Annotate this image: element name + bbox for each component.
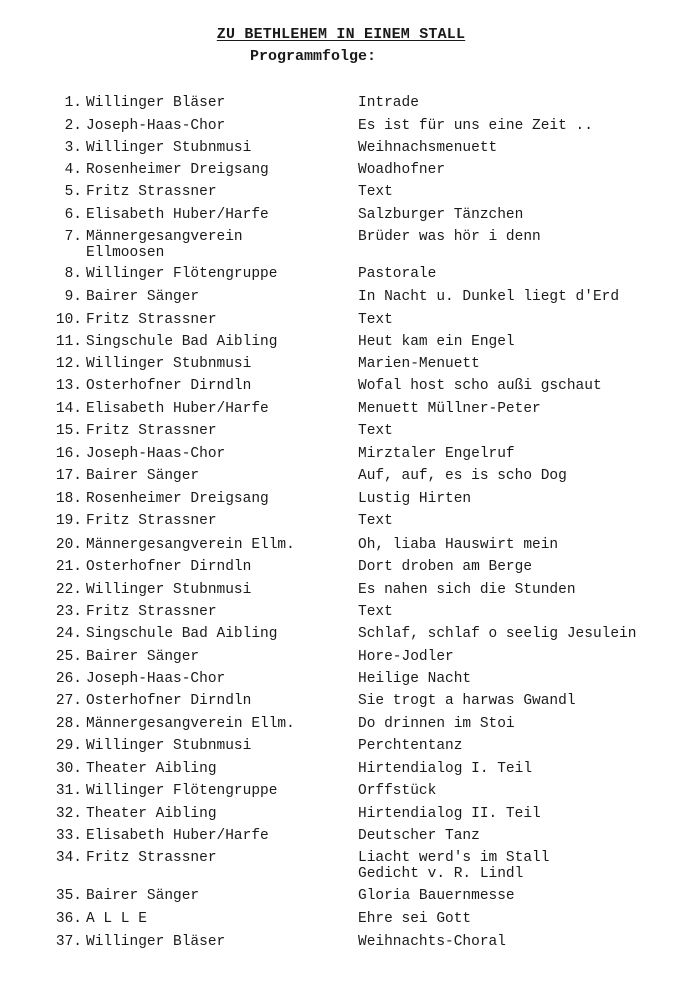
- page-title: ZU BETHLEHEM IN EINEM STALL: [216, 26, 466, 43]
- program-performer: [86, 934, 346, 950]
- piece-line: Hore-Jodler: [358, 649, 454, 665]
- program-performer: [86, 888, 346, 904]
- program-number: 10.: [55, 312, 82, 328]
- program-piece: [358, 537, 678, 553]
- program-number: 28.: [55, 716, 82, 732]
- program-piece: [358, 184, 678, 200]
- program-performer: [86, 911, 346, 927]
- piece-line: Es nahen sich die Stunden: [358, 582, 576, 598]
- program-piece: [358, 401, 678, 417]
- piece-line: Menuett Müllner-Peter: [358, 401, 541, 417]
- program-number: 29.: [55, 738, 82, 754]
- piece-line: Heut kam ein Engel: [358, 334, 515, 350]
- program-number: 32.: [55, 806, 82, 822]
- program-performer: [86, 513, 346, 529]
- performer-line: Männergesangverein Ellm.: [86, 537, 295, 553]
- program-performer: [86, 761, 346, 777]
- program-number: 34.: [55, 850, 82, 866]
- program-piece: [358, 911, 678, 927]
- program-number: 12.: [55, 356, 82, 372]
- program-performer: [86, 828, 346, 844]
- performer-line: Männergesangverein Ellm.: [86, 716, 295, 732]
- piece-line: Brüder was hör i denn: [358, 229, 541, 245]
- program-performer: [86, 582, 346, 598]
- program-performer: [86, 693, 346, 709]
- performer-line: Fritz Strassner: [86, 850, 217, 866]
- piece-line: Hirtendialog II. Teil: [358, 806, 541, 822]
- program-performer: [86, 266, 346, 282]
- program-performer: [86, 446, 346, 462]
- performer-line: Willinger Stubnmusi: [86, 738, 252, 754]
- performer-line: Fritz Strassner: [86, 513, 217, 529]
- program-performer: [86, 716, 346, 732]
- program-number: 37.: [55, 934, 82, 950]
- program-piece: [358, 446, 678, 462]
- performer-line: Osterhofner Dirndln: [86, 378, 252, 394]
- program-piece: [358, 626, 678, 642]
- performer-line: Osterhofner Dirndln: [86, 559, 252, 575]
- piece-line: Orffstück: [358, 783, 437, 799]
- program-piece: [358, 289, 678, 305]
- performer-line-2: Ellmoosen: [86, 245, 165, 261]
- performer-line: Elisabeth Huber/Harfe: [86, 401, 269, 417]
- program-piece: [358, 582, 678, 598]
- program-number: 17.: [55, 468, 82, 484]
- performer-line: Joseph-Haas-Chor: [86, 671, 226, 687]
- performer-line: Rosenheimer Dreigsang: [86, 491, 269, 507]
- program-performer: [86, 229, 346, 261]
- piece-line: Marien-Menuett: [358, 356, 480, 372]
- program-piece: [358, 850, 678, 882]
- performer-line: Elisabeth Huber/Harfe: [86, 207, 269, 223]
- performer-line: Rosenheimer Dreigsang: [86, 162, 269, 178]
- program-piece: [358, 312, 678, 328]
- piece-line: Salzburger Tänzchen: [358, 207, 524, 223]
- program-piece: [358, 888, 678, 904]
- program-number: 15.: [55, 423, 82, 439]
- page-subtitle: Programmfolge:: [250, 48, 377, 65]
- program-number: 7.: [64, 229, 82, 245]
- program-piece: [358, 229, 678, 245]
- program-performer: [86, 783, 346, 799]
- program-performer: [86, 738, 346, 754]
- program-number: 14.: [55, 401, 82, 417]
- program-piece: [358, 828, 678, 844]
- program-performer: [86, 118, 346, 134]
- piece-line: Text: [358, 184, 393, 200]
- program-piece: [358, 738, 678, 754]
- program-number: 20.: [55, 537, 82, 553]
- program-piece: [358, 118, 678, 134]
- performer-line: Willinger Bläser: [86, 95, 226, 111]
- performer-line: Männergesangverein: [86, 229, 243, 245]
- program-number: 6.: [64, 207, 82, 223]
- piece-line: Heilige Nacht: [358, 671, 472, 687]
- program-piece: [358, 783, 678, 799]
- program-piece: [358, 423, 678, 439]
- program-performer: [86, 423, 346, 439]
- program-performer: [86, 806, 346, 822]
- program-performer: [86, 312, 346, 328]
- performer-line: Fritz Strassner: [86, 604, 217, 620]
- performer-line: Singschule Bad Aibling: [86, 334, 278, 350]
- program-number: 33.: [55, 828, 82, 844]
- performer-line: Bairer Sänger: [86, 888, 200, 904]
- piece-line: Lustig Hirten: [358, 491, 472, 507]
- piece-line: Deutscher Tanz: [358, 828, 480, 844]
- program-performer: [86, 207, 346, 223]
- piece-line: Schlaf, schlaf o seelig Jesulein: [358, 626, 637, 642]
- program-piece: [358, 207, 678, 223]
- performer-line: Fritz Strassner: [86, 423, 217, 439]
- program-piece: [358, 266, 678, 282]
- program-performer: [86, 95, 346, 111]
- performer-line: Willinger Stubnmusi: [86, 582, 252, 598]
- piece-line-2: Gedicht v. R. Lindl: [358, 866, 524, 882]
- program-performer: [86, 140, 346, 156]
- program-number: 22.: [55, 582, 82, 598]
- program-performer: [86, 356, 346, 372]
- program-piece: [358, 513, 678, 529]
- performer-line: Fritz Strassner: [86, 312, 217, 328]
- program-piece: [358, 334, 678, 350]
- performer-line: Joseph-Haas-Chor: [86, 118, 226, 134]
- piece-line: Mirztaler Engelruf: [358, 446, 515, 462]
- program-piece: [358, 162, 678, 178]
- program-piece: [358, 140, 678, 156]
- performer-line: Theater Aibling: [86, 761, 217, 777]
- program-number: 2.: [64, 118, 82, 134]
- program-number: 23.: [55, 604, 82, 620]
- program-performer: [86, 537, 346, 553]
- program-piece: [358, 716, 678, 732]
- program-number: 8.: [64, 266, 82, 282]
- program-piece: [358, 559, 678, 575]
- performer-line: Fritz Strassner: [86, 184, 217, 200]
- piece-line: Weihnachts-Choral: [358, 934, 506, 950]
- program-performer: [86, 649, 346, 665]
- program-performer: [86, 378, 346, 394]
- piece-line: Pastorale: [358, 266, 437, 282]
- piece-line: Do drinnen im Stoi: [358, 716, 515, 732]
- piece-line: Text: [358, 423, 393, 439]
- piece-line: Wofal host scho außi gschaut: [358, 378, 602, 394]
- program-number: 30.: [55, 761, 82, 777]
- piece-line: Text: [358, 604, 393, 620]
- program-performer: [86, 401, 346, 417]
- program-number: 26.: [55, 671, 82, 687]
- piece-line: Oh, liaba Hauswirt mein: [358, 537, 559, 553]
- performer-line: Willinger Bläser: [86, 934, 226, 950]
- piece-line: Sie trogt a harwas Gwandl: [358, 693, 576, 709]
- program-number: 11.: [55, 334, 82, 350]
- program-piece: [358, 671, 678, 687]
- performer-line: Singschule Bad Aibling: [86, 626, 278, 642]
- program-number: 31.: [55, 783, 82, 799]
- program-piece: [358, 806, 678, 822]
- program-piece: [358, 378, 678, 394]
- program-performer: [86, 671, 346, 687]
- piece-line: Gloria Bauernmesse: [358, 888, 515, 904]
- performer-line: Joseph-Haas-Chor: [86, 446, 226, 462]
- program-number: 21.: [55, 559, 82, 575]
- performer-line: Osterhofner Dirndln: [86, 693, 252, 709]
- program-piece: [358, 934, 678, 950]
- program-piece: [358, 491, 678, 507]
- program-piece: [358, 649, 678, 665]
- piece-line: Text: [358, 312, 393, 328]
- program-number: 25.: [55, 649, 82, 665]
- program-piece: [358, 693, 678, 709]
- piece-line: Liacht werd's im Stall: [358, 850, 550, 866]
- performer-line: Elisabeth Huber/Harfe: [86, 828, 269, 844]
- program-number: 13.: [55, 378, 82, 394]
- program-piece: [358, 356, 678, 372]
- performer-line: Bairer Sänger: [86, 289, 200, 305]
- program-performer: [86, 559, 346, 575]
- piece-line: Text: [358, 513, 393, 529]
- program-performer: [86, 491, 346, 507]
- performer-line: Willinger Flötengruppe: [86, 783, 278, 799]
- performer-line: Willinger Flötengruppe: [86, 266, 278, 282]
- program-number: 35.: [55, 888, 82, 904]
- program-performer: [86, 850, 346, 866]
- piece-line: Perchtentanz: [358, 738, 463, 754]
- program-performer: [86, 334, 346, 350]
- program-number: 16.: [55, 446, 82, 462]
- program-number: 36.: [55, 911, 82, 927]
- program-performer: [86, 604, 346, 620]
- program-performer: [86, 626, 346, 642]
- performer-line: Willinger Stubnmusi: [86, 140, 252, 156]
- program-number: 19.: [55, 513, 82, 529]
- program-number: 18.: [55, 491, 82, 507]
- program-performer: [86, 162, 346, 178]
- program-number: 27.: [55, 693, 82, 709]
- program-number: 9.: [64, 289, 82, 305]
- program-number: 3.: [64, 140, 82, 156]
- program-performer: [86, 184, 346, 200]
- piece-line: Woadhofner: [358, 162, 446, 178]
- piece-line: Auf, auf, es is scho Dog: [358, 468, 567, 484]
- piece-line: Ehre sei Gott: [358, 911, 472, 927]
- piece-line: Intrade: [358, 95, 419, 111]
- piece-line: Weihnachsmenuett: [358, 140, 498, 156]
- program-number: 24.: [55, 626, 82, 642]
- program-piece: [358, 761, 678, 777]
- piece-line: Hirtendialog I. Teil: [358, 761, 533, 777]
- program-piece: [358, 468, 678, 484]
- performer-line: Bairer Sänger: [86, 468, 200, 484]
- piece-line: Es ist für uns eine Zeit ..: [358, 118, 593, 134]
- program-piece: [358, 604, 678, 620]
- piece-line: In Nacht u. Dunkel liegt d'Erd: [358, 289, 620, 305]
- performer-line: Theater Aibling: [86, 806, 217, 822]
- program-number: 5.: [64, 184, 82, 200]
- program-performer: [86, 289, 346, 305]
- performer-line: Bairer Sänger: [86, 649, 200, 665]
- program-number: 1.: [64, 95, 82, 111]
- program-performer: [86, 468, 346, 484]
- program-number: 4.: [64, 162, 82, 178]
- program-piece: [358, 95, 678, 111]
- performer-line: A L L E: [86, 911, 147, 927]
- piece-line: Dort droben am Berge: [358, 559, 533, 575]
- performer-line: Willinger Stubnmusi: [86, 356, 252, 372]
